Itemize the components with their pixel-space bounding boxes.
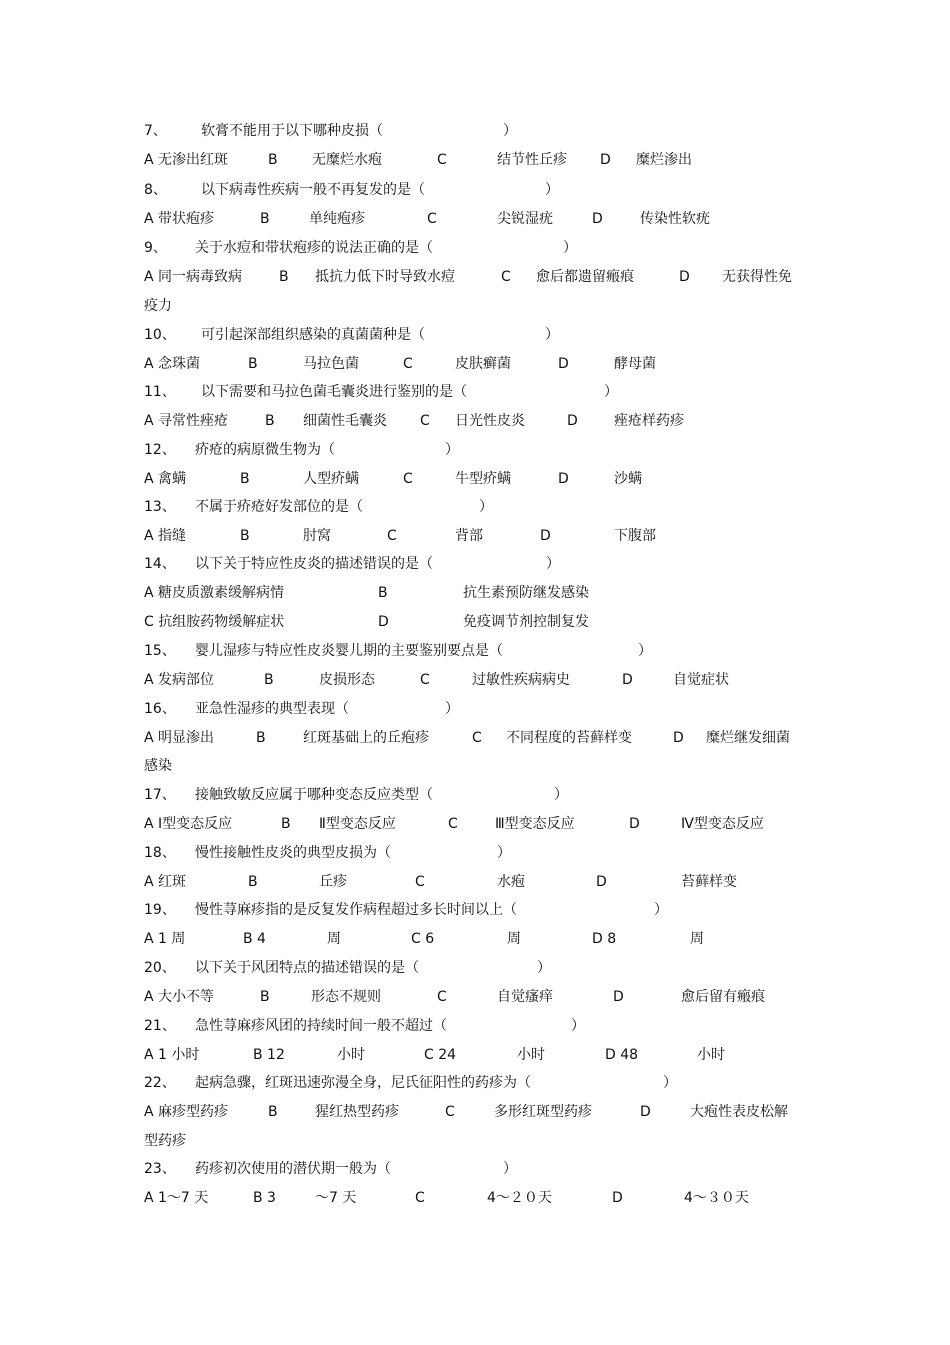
question-14-options [0, 582, 950, 604]
option-text: B 4 [243, 931, 266, 947]
option-text: 4～２０天 [487, 1190, 552, 1206]
option-text: Ⅳ型变态反应 [681, 816, 764, 832]
option-text: C [437, 989, 447, 1005]
question-number: 19、 [144, 902, 176, 918]
option-text: C [415, 874, 425, 890]
option-text: C 6 [411, 931, 435, 947]
question-21-stem [0, 1015, 950, 1037]
option-text: B [260, 211, 270, 227]
option-text: 酵母菌 [614, 356, 656, 372]
option-text: 猩红热型药疹 [315, 1104, 399, 1120]
question-13-options [0, 525, 950, 547]
option-text: D 8 [592, 931, 617, 947]
option-text: A 无渗出红斑 [144, 152, 229, 168]
question-9-wrap [0, 295, 950, 317]
question-text: 接触致敏反应属于哪种变态反应类型（ [195, 787, 433, 803]
question-12-stem [0, 439, 950, 461]
question-16-options [0, 727, 950, 749]
question-16-wrap [0, 755, 950, 777]
option-text: D [592, 211, 603, 227]
option-text: 人型疥螨 [303, 471, 359, 487]
option-text: A 红斑 [144, 874, 187, 890]
question-text: 慢性荨麻疹指的是反复发作病程超过多长时间以上（ [195, 902, 517, 918]
question-19-options [0, 928, 950, 950]
option-text: D 48 [605, 1047, 639, 1063]
option-text: 结节性丘疹 [497, 152, 567, 168]
option-text: 小时 [697, 1047, 725, 1063]
option-text: Ⅲ型变态反应 [495, 816, 575, 832]
question-text: 不属于疥疮好发部位的是（ [195, 499, 363, 515]
answer-paren-close: ） [479, 499, 493, 515]
option-text: D [612, 1190, 623, 1206]
question-number: 11、 [144, 384, 176, 400]
option-text: B [256, 730, 266, 746]
answer-paren-close: ） [545, 327, 559, 343]
option-text: B [268, 152, 278, 168]
option-text: B [248, 874, 258, 890]
option-text: 愈后都遗留瘢痕 [536, 269, 634, 285]
answer-paren-close: ） [604, 384, 618, 400]
option-text: B [240, 471, 250, 487]
question-number: 15、 [144, 643, 176, 659]
option-text: 下腹部 [614, 528, 656, 544]
question-text: 软膏不能用于以下哪种皮损（ [201, 123, 383, 139]
option-text: B [268, 1104, 278, 1120]
question-number: 12、 [144, 442, 176, 458]
option-text: 形态不规则 [311, 989, 381, 1005]
question-19-stem [0, 899, 950, 921]
option-text: 单纯疱疹 [309, 211, 365, 227]
option-text: C [420, 672, 430, 688]
option-text: 周 [690, 931, 704, 947]
question-23-options [0, 1187, 950, 1209]
option-text: C [437, 152, 447, 168]
question-18-options [0, 871, 950, 893]
option-text: 自觉瘙痒 [497, 989, 553, 1005]
answer-paren-close: ） [445, 442, 459, 458]
option-text: D [567, 413, 578, 429]
option-text: C [403, 356, 413, 372]
option-text: 抗生素预防继发感染 [463, 585, 589, 601]
question-number: 9、 [144, 240, 167, 256]
question-10-stem [0, 324, 950, 346]
option-text: 无获得性免 [722, 269, 792, 285]
option-text: C [420, 413, 430, 429]
option-text: A 指缝 [144, 528, 187, 544]
option-text: 牛型疥螨 [455, 471, 511, 487]
option-text: Ⅱ型变态反应 [319, 816, 396, 832]
option-text: B 12 [253, 1047, 285, 1063]
option-text: 糜烂继发细菌 [706, 730, 790, 746]
option-text: A 寻常性痤疮 [144, 413, 229, 429]
question-number: 17、 [144, 787, 176, 803]
question-text: 关于水痘和带状疱疹的说法正确的是（ [195, 240, 433, 256]
option-text: 免疫调节剂控制复发 [463, 614, 589, 630]
option-text: 糜烂渗出 [636, 152, 692, 168]
option-text: D [596, 874, 607, 890]
option-text: C [427, 211, 437, 227]
option-text: C [387, 528, 397, 544]
question-14-stem [0, 553, 950, 575]
question-text: 起病急骤，红斑迅速弥漫全身，尼氏征阳性的药疹为（ [195, 1075, 531, 1091]
option-text: C [415, 1190, 425, 1206]
option-text: 日光性皮炎 [455, 413, 525, 429]
option-text: C [445, 1104, 455, 1120]
answer-paren-close: ） [654, 902, 668, 918]
option-text: 痤疮样药疹 [614, 413, 684, 429]
question-18-stem [0, 842, 950, 864]
question-17-stem [0, 784, 950, 806]
option-text: 尖锐湿疣 [497, 211, 553, 227]
answer-paren-close: ） [497, 845, 511, 861]
question-15-stem [0, 640, 950, 662]
option-text: D [600, 152, 611, 168]
option-text: A 大小不等 [144, 989, 215, 1005]
option-text: D [558, 356, 569, 372]
question-number: 10、 [144, 327, 176, 343]
question-text: 以下需要和马拉色菌毛囊炎进行鉴别的是（ [201, 384, 467, 400]
answer-paren-close: ） [537, 960, 551, 976]
answer-paren-close: ） [571, 1018, 585, 1034]
option-continuation: 感染 [144, 758, 172, 774]
question-21-options [0, 1044, 950, 1066]
option-text: 皮肤癣菌 [455, 356, 511, 372]
question-text: 慢性接触性皮炎的典型皮损为（ [195, 845, 391, 861]
option-text: C [472, 730, 482, 746]
option-continuation: 疫力 [144, 298, 172, 314]
question-8-options [0, 208, 950, 230]
answer-paren-close: ） [563, 240, 577, 256]
option-text: 苔藓样变 [681, 874, 737, 890]
question-11-stem [0, 381, 950, 403]
answer-paren-close: ） [503, 123, 517, 139]
option-text: 自觉症状 [673, 672, 729, 688]
option-text: A 麻疹型药疹 [144, 1104, 229, 1120]
option-text: D [679, 269, 690, 285]
option-text: ～7 天 [315, 1190, 357, 1206]
question-9-options [0, 266, 950, 288]
option-text: D [673, 730, 684, 746]
option-text: A 同一病毒致病 [144, 269, 243, 285]
option-text: B [260, 989, 270, 1005]
option-text: B [279, 269, 289, 285]
option-text: C [403, 471, 413, 487]
question-text: 疥疮的病原微生物为（ [195, 442, 335, 458]
option-text: 4～３０天 [684, 1190, 749, 1206]
question-number: 21、 [144, 1018, 176, 1034]
option-text: A 明显渗出 [144, 730, 215, 746]
question-number: 7、 [144, 123, 167, 139]
option-text: A 带状疱疹 [144, 211, 215, 227]
option-text: B [264, 672, 274, 688]
question-11-options [0, 410, 950, 432]
question-9-stem [0, 237, 950, 259]
question-22-options [0, 1101, 950, 1123]
question-number: 8、 [144, 182, 167, 198]
option-text: 小时 [337, 1047, 365, 1063]
option-text: B [378, 585, 388, 601]
option-text: D [558, 471, 569, 487]
question-7-stem [0, 120, 950, 142]
option-text: 愈后留有瘢痕 [681, 989, 765, 1005]
option-text: A 1 小时 [144, 1047, 200, 1063]
question-text: 可引起深部组织感染的真菌菌种是（ [201, 327, 425, 343]
option-text: B [265, 413, 275, 429]
option-text: D [640, 1104, 651, 1120]
question-number: 16、 [144, 701, 176, 717]
question-14-options-2 [0, 611, 950, 633]
question-number: 13、 [144, 499, 176, 515]
option-text: 沙螨 [614, 471, 642, 487]
question-text: 以下关于特应性皮炎的描述错误的是（ [195, 556, 433, 572]
question-15-options [0, 669, 950, 691]
option-text: 皮损形态 [319, 672, 375, 688]
option-text: D [378, 614, 389, 630]
answer-paren-close: ） [663, 1075, 677, 1091]
question-text: 急性荨麻疹风团的持续时间一般不超过（ [195, 1018, 447, 1034]
answer-paren-close: ） [554, 787, 568, 803]
question-17-options [0, 813, 950, 835]
question-20-stem [0, 957, 950, 979]
answer-paren-close: ） [445, 701, 459, 717]
question-number: 23、 [144, 1161, 176, 1177]
question-7-options [0, 149, 950, 171]
option-text: D [540, 528, 551, 544]
option-text: D [622, 672, 633, 688]
question-22-stem [0, 1072, 950, 1094]
question-number: 18、 [144, 845, 176, 861]
question-text: 亚急性湿疹的典型表现（ [195, 701, 349, 717]
question-22-wrap [0, 1130, 950, 1152]
answer-paren-close: ） [545, 182, 559, 198]
answer-paren-close: ） [638, 643, 652, 659]
option-text: A 1～7 天 [144, 1190, 209, 1206]
option-text: B [240, 528, 250, 544]
question-number: 20、 [144, 960, 176, 976]
option-text: 周 [507, 931, 521, 947]
option-text: D [629, 816, 640, 832]
question-20-options [0, 986, 950, 1008]
option-text: B 3 [253, 1190, 276, 1206]
option-text: A 禽螨 [144, 471, 187, 487]
question-8-stem [0, 179, 950, 201]
option-text: 多形红斑型药疹 [494, 1104, 592, 1120]
option-text: 马拉色菌 [303, 356, 359, 372]
option-text: 红斑基础上的丘疱疹 [303, 730, 429, 746]
option-text: C 24 [424, 1047, 457, 1063]
option-continuation: 型药疹 [144, 1133, 186, 1149]
option-text: C [448, 816, 458, 832]
option-text: D [613, 989, 624, 1005]
option-text: 细菌性毛囊炎 [303, 413, 387, 429]
question-number: 14、 [144, 556, 176, 572]
option-text: C 抗组胺药物缓解症状 [144, 614, 285, 630]
option-text: 不同程度的苔藓样变 [506, 730, 632, 746]
question-23-stem [0, 1158, 950, 1180]
option-text: A 糖皮质激素缓解病情 [144, 585, 285, 601]
question-10-options [0, 353, 950, 375]
question-text: 婴儿湿疹与特应性皮炎婴儿期的主要鉴别要点是（ [195, 643, 503, 659]
option-text: A 发病部位 [144, 672, 215, 688]
option-text: A 1 周 [144, 931, 186, 947]
question-text: 以下病毒性疾病一般不再复发的是（ [201, 182, 425, 198]
option-text: 大疱性表皮松解 [690, 1104, 788, 1120]
answer-paren-close: ） [546, 556, 560, 572]
option-text: B [248, 356, 258, 372]
question-text: 药疹初次使用的潜伏期一般为（ [195, 1161, 391, 1177]
question-16-stem [0, 698, 950, 720]
option-text: C [501, 269, 511, 285]
option-text: B [281, 816, 291, 832]
question-number: 22、 [144, 1075, 176, 1091]
answer-paren-close: ） [503, 1161, 517, 1177]
option-text: 过敏性疾病病史 [472, 672, 570, 688]
option-text: 肘窝 [303, 528, 331, 544]
option-text: 背部 [455, 528, 483, 544]
question-12-options [0, 468, 950, 490]
option-text: 小时 [517, 1047, 545, 1063]
option-text: 丘疹 [319, 874, 347, 890]
question-text: 以下关于风团特点的描述错误的是（ [195, 960, 419, 976]
option-text: 抵抗力低下时导致水痘 [315, 269, 455, 285]
option-text: A 念珠菌 [144, 356, 201, 372]
option-text: 周 [327, 931, 341, 947]
option-text: 传染性软疣 [640, 211, 710, 227]
option-text: 无糜烂水疱 [312, 152, 382, 168]
option-text: 水疱 [497, 874, 525, 890]
question-13-stem [0, 496, 950, 518]
option-text: A Ⅰ型变态反应 [144, 816, 233, 832]
